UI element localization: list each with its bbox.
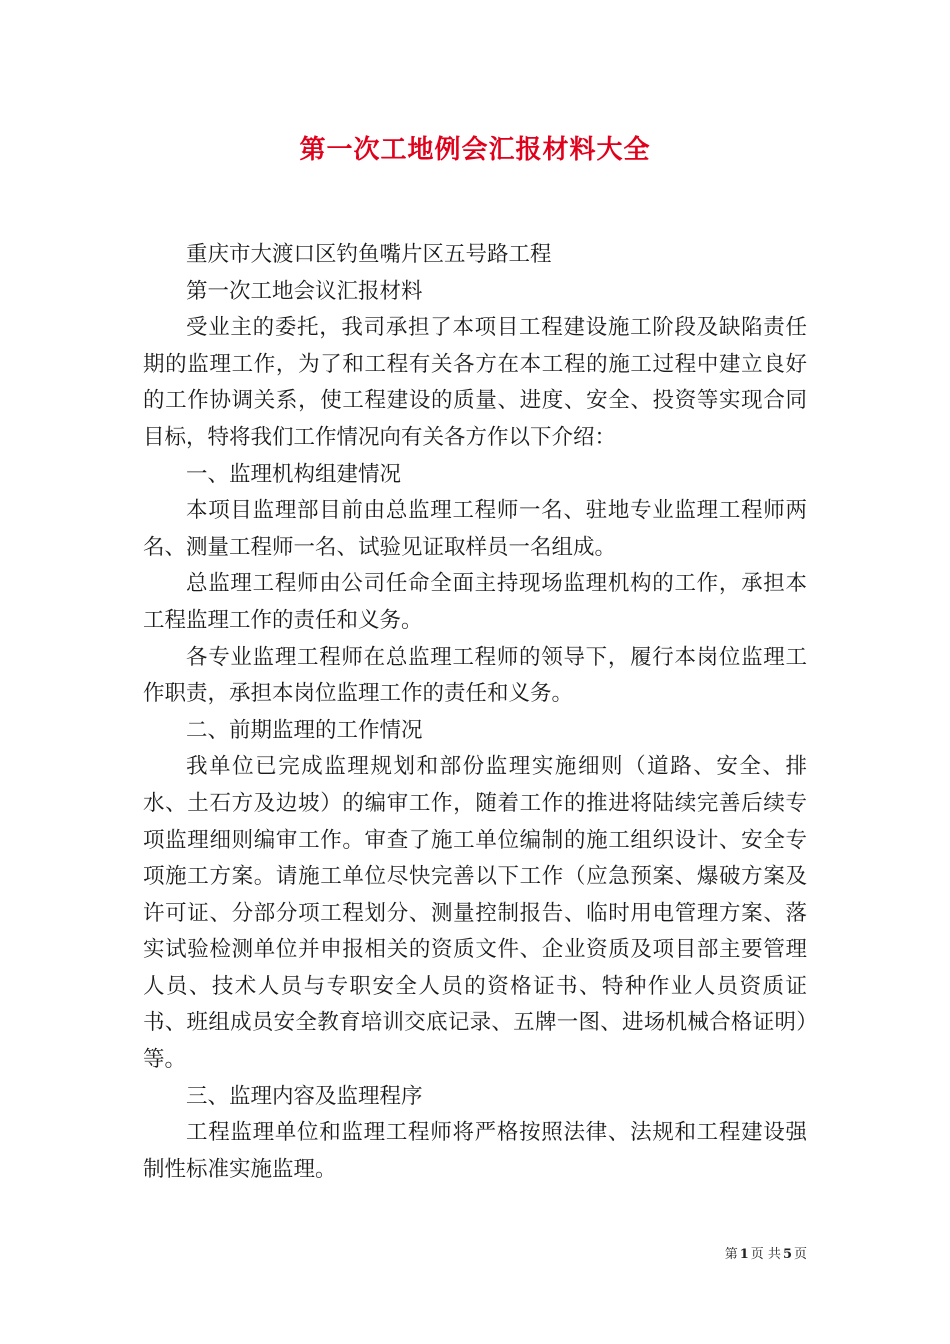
section-heading-2: 二、前期监理的工作情况 (186, 717, 423, 743)
page-footer (725, 1245, 807, 1265)
paragraph: 工程监理单位和监理工程师将严格按照法律、法规和工程建设强制性标准实施监理。 (143, 1120, 807, 1182)
section-heading-3: 三、监理内容及监理程序 (186, 1083, 423, 1109)
paragraph: 总监理工程师由公司任命全面主持现场监理机构的工作，承担本工程监理工作的责任和义务。 (143, 571, 807, 633)
section-heading-1: 一、监理机构组建情况 (186, 461, 402, 487)
report-subtitle-line: 第一次工地会议汇报材料 (186, 278, 423, 304)
document-title: 第一次工地例会汇报材料大全 (299, 135, 651, 165)
footer-total-pages: 5 (782, 1247, 792, 1262)
paragraph: 各专业监理工程师在总监理工程师的领导下，履行本岗位监理工作职责，承担本岗位监理工作的责任和义务。 (143, 644, 807, 707)
intro-paragraph: 受业主的委托，我司承担了本项目工程建设施工阶段及缺陷责任期的监理工作，为了和工程有关各方在本工程的施工过程中建立良好的工作协调关系，使工程建设的质量、进度、安全、投资等实现合同目标，特将我们工作情况向有关各方作以下介绍： (143, 315, 807, 450)
document-body (143, 237, 807, 1188)
footer-prefix: 第 (724, 1247, 738, 1262)
footer-current-page: 1 (739, 1247, 749, 1262)
paragraph: 我单位已完成监理规划和部份监理实施细则（道路、安全、排水、土石方及边坡）的编审工作，随着工作的推进将陆续完善后续专项监理细则编审工作。审查了施工单位编制的施工组织设计、安全专项施工方案。请施工单位尽快完善以下工作（应急预案、爆破方案及许可证、分部分项工程划分、测量控制报告、临时用电管理方案、落实试验检测单位并申报相关的资质文件、企业资质及项目部主要管理人员、技术人员与专职安全人员的资格证书、特种作业人员资质证书、班组成员安全教育培训交底记录、五牌一图、进场机械合格证明）等。 (143, 754, 807, 1073)
footer-middle: 页 共 (750, 1247, 781, 1262)
paragraph: 本项目监理部目前由总监理工程师一名、驻地专业监理工程师两名、测量工程师一名、试验见证取样员一名组成。 (143, 498, 807, 560)
project-name-line: 重庆市大渡口区钓鱼嘴片区五号路工程 (186, 242, 552, 267)
footer-suffix: 页 (793, 1247, 807, 1262)
